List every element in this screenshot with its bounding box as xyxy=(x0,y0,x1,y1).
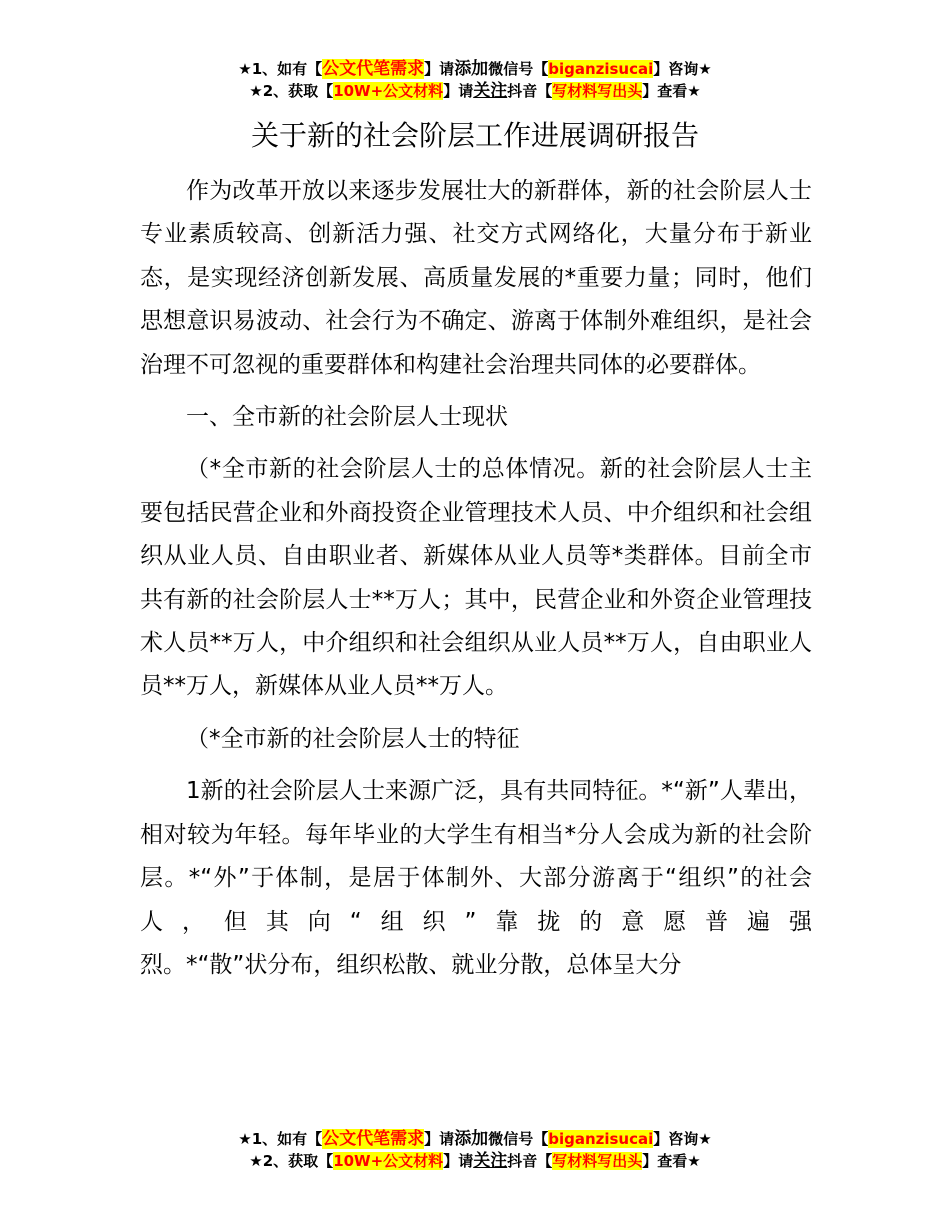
banner-text: ★2、获取【 xyxy=(249,1152,334,1170)
banner-line-1 xyxy=(0,1128,950,1150)
banner-text: 】请 xyxy=(424,60,455,78)
section-heading-1: 一、全市新的社会阶层人士现状 xyxy=(186,404,508,431)
banner-highlight: 10W+公文材料 xyxy=(333,82,444,100)
paragraph-features-end: 烈。*“散”状分布，组织松散、就业分散，总体呈大分 xyxy=(140,951,682,978)
banner-text: ★1、如有【 xyxy=(238,1130,323,1148)
banner-text: 微信号【 xyxy=(488,60,549,78)
section-heading-2: （*全市新的社会阶层人士的特征 xyxy=(186,725,520,752)
banner-text: 】请 xyxy=(443,1152,474,1170)
header-banner xyxy=(0,58,950,102)
banner-text: 】咨询★ xyxy=(653,60,712,78)
paragraph-intro: 作为改革开放以来逐步发展壮大的新群体，新的社会阶层人士专业素质较高、创新活力强、社交方式网络化，大量分布于新业态，是实现经济创新发展、高质量发展的*重要力量；同时，他们思想意识易波动、社会行为不确定、游离于体制外难组织，是社会治理不可忽视的重要群体和构建社会治理共同体的必要群体。 xyxy=(140,178,812,378)
banner-emphasis: 添加 xyxy=(454,1129,489,1149)
document-body xyxy=(140,170,812,996)
banner-line-2 xyxy=(0,1150,950,1172)
banner-text: 微信号【 xyxy=(488,1130,549,1148)
banner-highlight: 写材料写出头 xyxy=(552,1152,643,1170)
banner-text: 抖音【 xyxy=(507,1152,553,1170)
banner-emphasis: 关注 xyxy=(473,81,508,101)
banner-highlight: 公文代笔需求 xyxy=(322,59,425,79)
banner-text: 】查看★ xyxy=(642,82,701,100)
banner-line-2 xyxy=(0,80,950,102)
banner-text: 】查看★ xyxy=(642,1152,701,1170)
banner-emphasis: 关注 xyxy=(473,1151,508,1171)
banner-line-1 xyxy=(0,58,950,80)
footer-banner xyxy=(0,1128,950,1172)
banner-highlight: 公文代笔需求 xyxy=(322,1129,425,1149)
banner-highlight: biganzisucai xyxy=(548,1130,654,1148)
banner-highlight: biganzisucai xyxy=(548,60,654,78)
banner-text: 】请 xyxy=(424,1130,455,1148)
banner-text: ★1、如有【 xyxy=(238,60,323,78)
banner-text: 】咨询★ xyxy=(653,1130,712,1148)
paragraph-overview: （*全市新的社会阶层人士的总体情况。新的社会阶层人士主要包括民营企业和外商投资企业管理技术人员、中介组织和社会组织从业人员、自由职业者、新媒体从业人员等*类群体。目前全市共有新的社会阶层人士**万人；其中，民营企业和外资企业管理技术人员**万人，中介组织和社会组织从业人员**万人，自由职业人员**万人，新媒体从业人员**万人。 xyxy=(140,456,812,700)
banner-text: 】请 xyxy=(443,82,474,100)
banner-highlight: 10W+公文材料 xyxy=(333,1152,444,1170)
banner-text: 抖音【 xyxy=(507,82,553,100)
paragraph-features: 1新的社会阶层人士来源广泛，具有共同特征。*“新”人辈出，相对较为年轻。每年毕业的大学生有相当*分人会成为新的社会阶层。*“外”于体制，是居于体制外、大部分游离于“组织”的社会人，但其向“组织”靠拢的意愿普遍强 xyxy=(140,778,812,935)
banner-highlight: 写材料写出头 xyxy=(552,82,643,100)
banner-text: ★2、获取【 xyxy=(249,82,334,100)
document-title: 关于新的社会阶层工作进展调研报告 xyxy=(250,119,699,152)
banner-emphasis: 添加 xyxy=(454,59,489,79)
